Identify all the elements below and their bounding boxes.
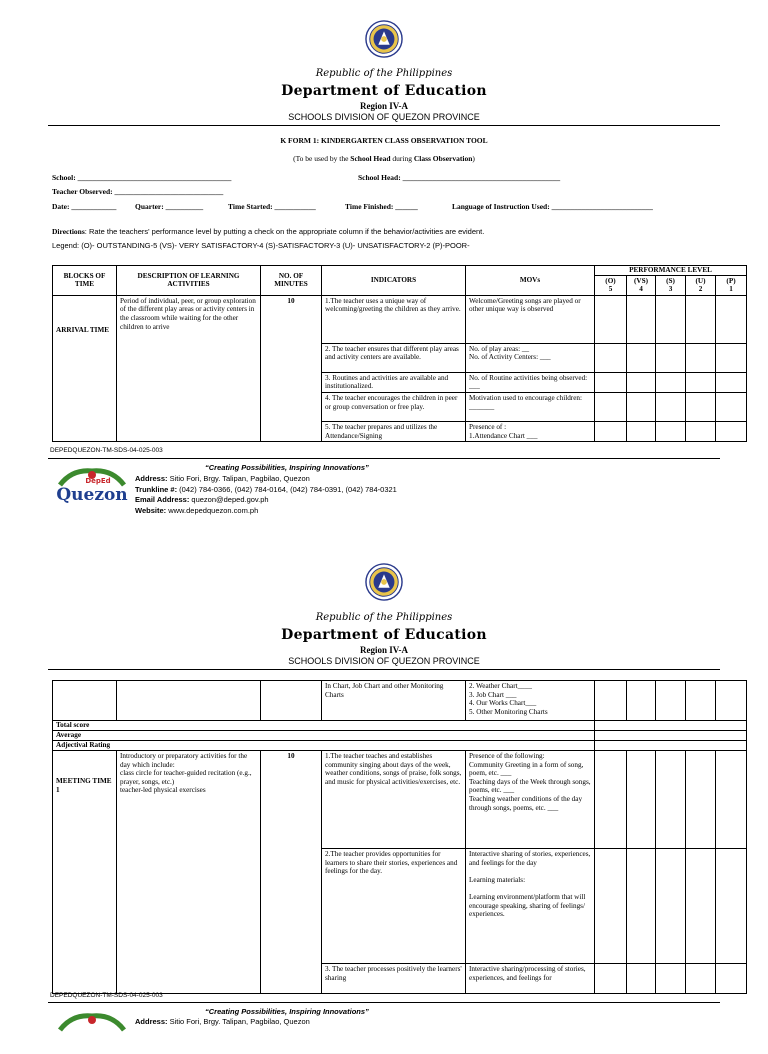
mov-cell: No. of play areas: __ No. of Activity Centers: ___ [466, 343, 595, 372]
rating-cell[interactable] [656, 295, 686, 343]
col-performance: PERFORMANCE LEVEL [595, 266, 747, 276]
rating-cell[interactable] [595, 964, 627, 994]
arrival-minutes: 10 [261, 295, 322, 441]
average-label: Average [53, 731, 595, 741]
rating-cell[interactable] [627, 849, 656, 964]
total-score-value[interactable] [595, 721, 747, 731]
teacher-observed-field[interactable]: Teacher Observed: _____________________________ [52, 187, 224, 196]
rating-cell[interactable] [656, 849, 686, 964]
rating-cell[interactable] [595, 295, 627, 343]
deped-seal-icon [365, 563, 403, 601]
deped-seal-icon [365, 20, 403, 58]
footer-divider [48, 458, 720, 459]
division-text: SCHOOLS DIVISION OF QUEZON PROVINCE [288, 656, 480, 666]
logo-small-text: DepEd [85, 477, 111, 485]
indicator-cell: 3. Routines and activities are available and institutionalized. [322, 372, 466, 392]
rating-cell[interactable] [686, 751, 716, 849]
observation-table-page1 [52, 265, 747, 442]
rating-cell[interactable] [595, 849, 627, 964]
indicator-cell: 5. The teacher prepares and utilizes the Attendance/Signing [322, 421, 466, 441]
footer-divider [48, 1002, 720, 1003]
rating-cell[interactable] [627, 751, 656, 849]
rating-cell[interactable] [656, 372, 686, 392]
rating-cell[interactable] [627, 343, 656, 372]
rating-cell[interactable] [716, 849, 747, 964]
rating-cell[interactable] [595, 751, 627, 849]
deped-quezon-logo-icon [52, 1012, 132, 1054]
observation-table-page2 [52, 680, 747, 994]
contact-block: Address: Sitio Fori, Brgy. Talipan, Pagbilao, Quezon [135, 1017, 310, 1026]
legend-text: Legend: (O)- OUTSTANDING-5 (VS)- VERY SATISFACTORY-4 (S)-SATISFACTORY-3 (U)- UNSATISFACTORY-2 (P)-POOR- [52, 241, 470, 250]
school-field[interactable]: School: _________________________________________ [52, 173, 232, 182]
mov-cell: No. of Routine activities being observed: ___ [466, 372, 595, 392]
school-head-field[interactable]: School Head: __________________________________________ [358, 173, 561, 182]
block-meeting-time: MEETING TIME 1 [53, 751, 117, 994]
col-o: (O) 5 [595, 275, 627, 295]
adjectival-rating-label: Adjectival Rating [53, 741, 595, 751]
rating-cell[interactable] [656, 421, 686, 441]
indicator-cell: 2.The teacher provides opportunities for learners to share their stories, experiences and feelings for the day. [322, 849, 466, 964]
header-divider [48, 125, 720, 126]
form-subtitle: (To be used by the School Head during Class Observation) [293, 154, 475, 163]
republic-text: Republic of the Philippines [315, 68, 453, 79]
language-field[interactable]: Language of Instruction Used: ___________________________ [452, 202, 653, 211]
rating-cell[interactable] [686, 392, 716, 421]
quarter-field[interactable]: Quarter: __________ [135, 202, 204, 211]
time-started-field[interactable]: Time Started: ___________ [228, 202, 316, 211]
arrival-description: Period of individual, peer, or group exploration of the different play areas or activity centers in the classroom while waiting for the other children to arrive [117, 295, 261, 441]
rating-cell[interactable] [686, 681, 716, 721]
tagline-text: “Creating Possibilities, Inspiring Innovations” [205, 463, 369, 472]
rating-cell[interactable] [716, 681, 747, 721]
adjectival-rating-value[interactable] [595, 741, 747, 751]
rating-cell[interactable] [686, 343, 716, 372]
rating-cell[interactable] [686, 421, 716, 441]
rating-cell[interactable] [656, 964, 686, 994]
rating-cell[interactable] [656, 681, 686, 721]
col-indicators: INDICATORS [322, 266, 466, 296]
rating-cell[interactable] [627, 372, 656, 392]
rating-cell[interactable] [716, 421, 747, 441]
contact-block: Address: Sitio Fori, Brgy. Talipan, Pagbilao, Quezon Trunkline #: (042) 784-0366, (042) 784-0164, (042) 784-0391, (042) 784-0321 Email Address: quezon@deped.gov.ph Website: www.depedquezon.com.ph [135, 474, 397, 515]
rating-cell[interactable] [595, 421, 627, 441]
website-link[interactable]: www.depedquezon.com.ph [166, 505, 259, 515]
rating-cell[interactable] [656, 392, 686, 421]
rating-cell[interactable] [716, 295, 747, 343]
indicator-cell: In Chart, Job Chart and other Monitoring Charts [322, 681, 466, 721]
division-text: SCHOOLS DIVISION OF QUEZON PROVINCE [288, 112, 480, 122]
meeting-minutes: 10 [261, 751, 322, 994]
col-p: (P) 1 [716, 275, 747, 295]
rating-cell[interactable] [627, 964, 656, 994]
tagline-text: “Creating Possibilities, Inspiring Innovations” [205, 1007, 369, 1016]
email-link[interactable]: quezon@deped.gov.ph [189, 495, 269, 504]
header-divider [48, 669, 720, 670]
rating-cell[interactable] [595, 392, 627, 421]
total-score-label: Total score [53, 721, 595, 731]
rating-cell[interactable] [716, 392, 747, 421]
col-minutes: NO. OF MINUTES [261, 266, 322, 296]
rating-cell[interactable] [595, 343, 627, 372]
region-text: Region IV-A [359, 101, 409, 111]
document-code: DEPEDQUEZON-TM-SDS-04-025-003 [50, 992, 163, 999]
rating-cell[interactable] [595, 372, 627, 392]
rating-cell[interactable] [686, 372, 716, 392]
department-title: Department of Education [281, 627, 487, 643]
col-description: DESCRIPTION OF LEARNING ACTIVITIES [117, 266, 261, 296]
col-blocks: BLOCKS OF TIME [53, 266, 117, 296]
col-s: (S) 3 [656, 275, 686, 295]
document-code: DEPEDQUEZON-TM-SDS-04-025-003 [50, 447, 163, 454]
rating-cell[interactable] [716, 964, 747, 994]
rating-cell[interactable] [627, 295, 656, 343]
indicator-cell: 4. The teacher encourages the children in peer or group conversation or free play. [322, 392, 466, 421]
rating-cell[interactable] [627, 681, 656, 721]
meeting-description: Introductory or preparatory activities for the day which include: class circle for teacher-guided recitation (e.g., prayer, songs, etc.) teacher-led physical exercises [117, 751, 261, 994]
indicator-cell: 3. The teacher processes positively the learners' sharing [322, 964, 466, 994]
mov-cell: 2. Weather Chart____ 3. Job Chart ___ 4. Our Works Chart___ 5. Other Monitoring Charts [466, 681, 595, 721]
indicator-cell: 1.The teacher uses a unique way of welcoming/greeting the children as they arrive. [322, 295, 466, 343]
mov-cell: Interactive sharing of stories, experiences, and feelings for the day Learning materials: Learning environment/platform that will encourage speaking, sharing of feelings/ experiences. [466, 849, 595, 964]
department-title: Department of Education [281, 83, 487, 99]
rating-cell[interactable] [627, 421, 656, 441]
form-title: K FORM 1: KINDERGARTEN CLASS OBSERVATION TOOL [280, 136, 488, 145]
time-finished-field[interactable]: Time Finished: ______ [345, 202, 418, 211]
logo-text: Quezon [56, 485, 128, 505]
rating-cell[interactable] [716, 751, 747, 849]
rating-cell[interactable] [716, 343, 747, 372]
col-movs: MOVs [466, 266, 595, 296]
rating-cell[interactable] [716, 372, 747, 392]
deped-quezon-logo-icon [52, 467, 132, 509]
region-text: Region IV-A [359, 645, 409, 655]
mov-cell: Presence of : 1.Attendance Chart ___ [466, 421, 595, 441]
col-u: (U) 2 [686, 275, 716, 295]
indicator-cell: 2. The teacher ensures that different play areas and activity centers are available. [322, 343, 466, 372]
average-value[interactable] [595, 731, 747, 741]
rating-cell[interactable] [595, 681, 627, 721]
rating-cell[interactable] [656, 343, 686, 372]
mov-cell: Welcome/Greeting songs are played or other unique way is observed [466, 295, 595, 343]
rating-cell[interactable] [656, 751, 686, 849]
republic-text: Republic of the Philippines [315, 612, 453, 623]
col-vs: (VS) 4 [627, 275, 656, 295]
date-field[interactable]: Date: ____________ [52, 202, 117, 211]
rating-cell[interactable] [686, 849, 716, 964]
mov-cell: Presence of the following: Community Greeting in a form of song, poem, etc. ___ Teaching days of the Week through songs, poems, etc. ___ Teaching weather conditions of the day through songs, poems, etc. ___ [466, 751, 595, 849]
directions-text: Directions: Rate the teachers' performance level by putting a check on the appropriate column if the behavior/activities are evident. [52, 227, 485, 236]
mov-cell: Interactive sharing/processing of stories, experiences, and feelings for [466, 964, 595, 994]
mov-cell: Motivation used to encourage children: _______ [466, 392, 595, 421]
indicator-cell: 1.The teacher teaches and establishes community singing about days of the week, weather conditions, songs of praise, folk songs, and music for physical activities/exercises, etc. [322, 751, 466, 849]
rating-cell[interactable] [686, 295, 716, 343]
rating-cell[interactable] [686, 964, 716, 994]
rating-cell[interactable] [627, 392, 656, 421]
block-arrival-time: ARRIVAL TIME [53, 295, 117, 441]
